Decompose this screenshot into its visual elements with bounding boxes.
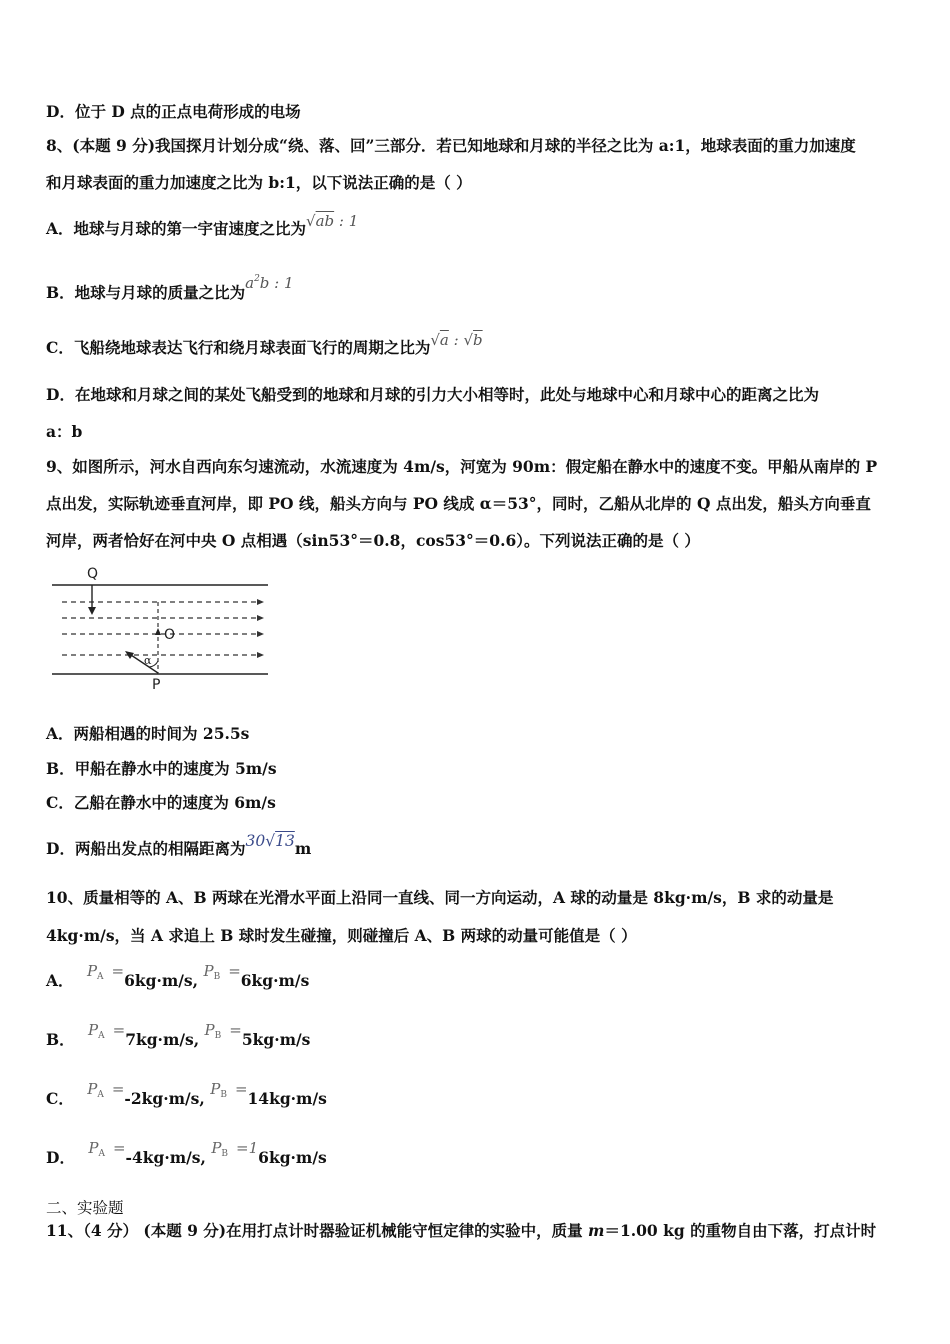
q8-option-c-formula: √a : √b bbox=[430, 331, 483, 349]
label-p: P bbox=[152, 677, 161, 690]
q9-option-d-text: D．两船出发点的相隔距离为 bbox=[46, 839, 246, 858]
q8-option-a-text: A．地球与月球的第一宇宙速度之比为 bbox=[46, 219, 307, 238]
q9-option-c: C．乙船在静水中的速度为 6m/s bbox=[46, 793, 276, 812]
q8-option-b bbox=[46, 274, 294, 304]
q10-option-d-pb-symbol: $P_B =1$ bbox=[211, 1139, 259, 1159]
q10-option-a-letter: A． bbox=[46, 971, 74, 990]
q10-option-b-pa: 7kg·m/s, bbox=[125, 1030, 200, 1049]
q9-option-d bbox=[46, 832, 312, 860]
q10-option-b-pb: 5kg·m/s bbox=[241, 1030, 311, 1049]
q10-option-a-pa: 6kg·m/s, bbox=[124, 971, 199, 990]
q10-option-b-pb-symbol: $P_B$ = bbox=[204, 1021, 242, 1041]
q8-option-b-text: B．地球与月球的质量之比为 bbox=[46, 283, 246, 302]
q10-option-c-pb-symbol: $P_B$ = bbox=[210, 1080, 248, 1100]
q9-option-a: A．两船相遇的时间为 25.5s bbox=[46, 724, 250, 743]
label-o: O bbox=[164, 627, 176, 643]
q11-stem-line1: 11、（4 分） (本题 9 分)在用打点计时器验证机械能守恒定律的实验中，质量 m＝1.00 kg 的重物自由下落，打点计时 bbox=[46, 1221, 877, 1240]
q-arrowhead bbox=[88, 607, 96, 615]
q10-option-d-pb: 6kg·m/s bbox=[258, 1148, 327, 1167]
q10-option-c-pa: -2kg·m/s, bbox=[124, 1089, 205, 1108]
section-heading: 二、实验题 bbox=[46, 1199, 124, 1217]
label-q: Q bbox=[87, 566, 99, 582]
q10-option-a-pb: 6kg·m/s bbox=[240, 971, 310, 990]
q8-stem-line2: 和月球表面的重力加速度之比为 b:1，以下说法正确的是（ ） bbox=[46, 173, 472, 192]
q10-option-b-letter: B． bbox=[46, 1030, 75, 1049]
q8-option-c bbox=[46, 331, 483, 359]
q10-option-d-letter: D． bbox=[46, 1148, 75, 1167]
q10-option-d-pa-symbol: $P_A$ = bbox=[88, 1139, 126, 1159]
q10-option-c bbox=[46, 1080, 327, 1116]
q10-option-b bbox=[46, 1021, 311, 1057]
q8-option-b-formula: $a^2b$ : 1 bbox=[245, 274, 294, 292]
q10-option-c-pb: 14kg·m/s bbox=[247, 1089, 327, 1108]
q9-option-d-formula: 30√13 bbox=[245, 832, 295, 850]
current-arrowheads bbox=[257, 599, 264, 658]
q8-option-d-line2: a：b bbox=[46, 422, 83, 441]
q9-stem-line1: 9、如图所示，河水自西向东匀速流动，水流速度为 4m/s，河宽为 90m：假定船在静水中的速度不变。甲船从南岸的 P bbox=[46, 457, 878, 476]
q8-option-d-line1: D．在地球和月球之间的某处飞船受到的地球和月球的引力大小相等时，此处与地球中心和月球中心的距离之比为 bbox=[46, 385, 819, 404]
q10-stem-line1: 10、质量相等的 A、B 两球在光滑水平面上沿同一直线、同一方向运动，A 球的动量是 8kg·m/s，B 求的动量是 bbox=[46, 888, 834, 907]
p-boat-heading bbox=[128, 653, 158, 673]
q10-option-d bbox=[46, 1139, 327, 1175]
q10-option-b-pa-symbol: $P_A$ = bbox=[88, 1021, 126, 1041]
q10-option-d-pa: -4kg·m/s, bbox=[125, 1148, 206, 1167]
q10-stem-line2: 4kg·m/s，当 A 求追上 B 球时发生碰撞，则碰撞后 A、B 两球的动量可能值是（ ） bbox=[46, 926, 637, 945]
q7-option-d: D．位于 D 点的正点电荷形成的电场 bbox=[46, 102, 301, 121]
label-alpha: α bbox=[144, 654, 152, 667]
q8-stem-line1: 8、(本题 9 分)我国探月计划分成“绕、落、回”三部分．若已知地球和月球的半径之比为 a:1，地球表面的重力加速度 bbox=[46, 136, 856, 155]
q10-option-c-pa-symbol: $P_A$ = bbox=[87, 1080, 125, 1100]
q10-option-a-pb-symbol: $P_B$ = bbox=[203, 962, 241, 982]
q8-option-a-formula: √ab : 1 bbox=[306, 212, 359, 230]
q10-option-a-pa-symbol: $P_A$ = bbox=[86, 962, 125, 982]
q8-option-a bbox=[46, 212, 359, 240]
q9-stem-line2: 点出发，实际轨迹垂直河岸，即 PO 线，船头方向与 PO 线成 α＝53°，同时，乙船从北岸的 Q 点出发，船头方向垂直 bbox=[46, 494, 871, 513]
river-diagram bbox=[46, 565, 271, 690]
q10-option-c-letter: C． bbox=[46, 1089, 74, 1108]
q8-option-c-text: C．飞船绕地球表达飞行和绕月球表面飞行的周期之比为 bbox=[46, 338, 431, 357]
q9-stem-line3: 河岸，两者恰好在河中央 O 点相遇（sin53°＝0.8，cos53°＝0.6）。下列说法正确的是（ ） bbox=[46, 531, 700, 550]
q9-option-d-unit: m bbox=[294, 839, 312, 858]
q9-option-b: B．甲船在静水中的速度为 5m/s bbox=[46, 759, 277, 778]
o-arrowhead bbox=[155, 628, 161, 635]
q10-option-a bbox=[46, 962, 310, 998]
